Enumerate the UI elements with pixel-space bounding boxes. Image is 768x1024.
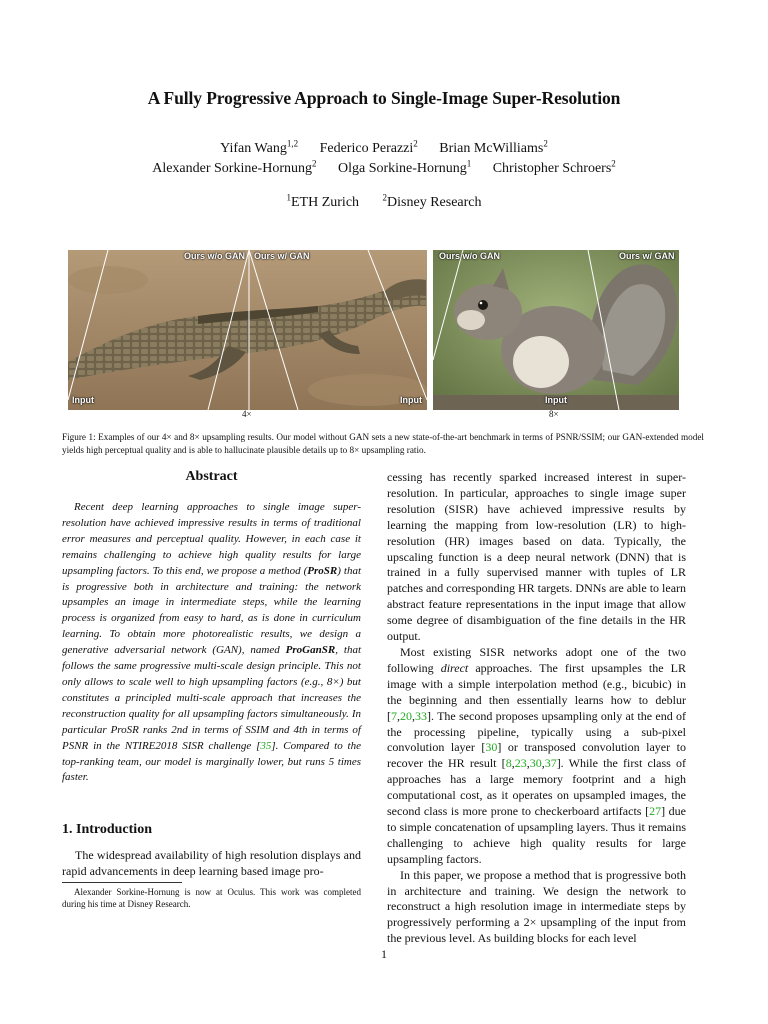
label-ours-w-gan: Ours w/ GAN bbox=[619, 251, 675, 261]
citation-link[interactable]: 20 bbox=[400, 708, 412, 723]
citation-link[interactable]: 8 bbox=[505, 756, 512, 771]
citation-link[interactable]: 7 bbox=[391, 708, 397, 723]
author: Brian McWilliams$^2$ bbox=[439, 138, 548, 156]
prosr-term: ProSR bbox=[307, 564, 338, 577]
crocodile-illustration bbox=[68, 250, 427, 410]
figure-caption: Figure 1: Examples of our 4× and 8× upsampling results. Our model without GAN sets a new state-of-the-art benchmark in terms of PSNR/SSIM; our GAN-extended model yields high perceptual quality and is able to hallucinate plausible details up to 8× upsampling ratio. bbox=[62, 432, 704, 455]
footnote-divider bbox=[62, 882, 182, 883]
author: Olga Sorkine-Hornung$^1$ bbox=[338, 158, 472, 176]
citation-link[interactable]: 23 bbox=[514, 756, 527, 771]
progansr-term: ProGanSR bbox=[285, 644, 336, 657]
label-input: Input bbox=[545, 395, 567, 405]
intro-heading: 1. Introduction bbox=[62, 822, 152, 837]
label-ours-wo-gan: Ours w/o GAN bbox=[439, 251, 501, 261]
citation-link[interactable]: 30 bbox=[485, 740, 498, 755]
intro-body: The widespread availability of high resolution displays and rapid advancements in deep learning based image pro- bbox=[62, 848, 361, 878]
page-number: 1 bbox=[381, 947, 387, 961]
right-column-body: cessing has recently sparked increased interest in super-resolution. In particular, approaches to single image super resolution (SISR) have achieved impressive results by learning the mapping from low-resolution (LR) to high-resolution (HR) images based on data. Typically, the upscaling function is a deep neural network (DNN) that is trained in a fully supervised manner with tuples of LR patches and corresponding HR targets. DNNs are able to learn abstract feature representations in the input image that allow some degree of disambiguation of the fine details in the HR output. Most existing SISR networks adopt one of the two following direct approaches. The first upsamples the LR image with a simple interpolation method (e.g., bicubic) in the beginning and then essentially learns how to deblur [7,20,33]. The second proposes upsampling only at the end of the processing pipeline, typically using a sub-pixel convolution layer [30] or transposed convolution layer to recover the HR result [8,23,30,37]. While the first class of approaches has a large memory footprint and a high computational cost, as it operates on upsampled images, the second class is more prone to checkerboard artifacts [27] due to simple concatenation of upsampling layers. Thus it remains challenging to achieve high quality results for large upsampling factors. In this paper, we propose a method that is progressive both in architecture and training. We design the network to reconstruct a high resolution image in intermediate steps by progressively performing a 2× upsampling of the input from the previous level. As building blocks for each level bbox=[387, 470, 687, 946]
citation-link[interactable]: 35 bbox=[260, 739, 272, 752]
citation-link[interactable]: 27 bbox=[649, 804, 662, 819]
affiliation: $^1$ETH Zurich bbox=[286, 192, 360, 210]
paper-title: A Fully Progressive Approach to Single-Image Super-Resolution bbox=[147, 88, 621, 108]
citation-link[interactable]: 37 bbox=[544, 756, 557, 771]
citation-link[interactable]: 33 bbox=[415, 708, 427, 723]
label-input: Input bbox=[72, 395, 94, 405]
author: Yifan Wang$^{1,2}$ bbox=[220, 138, 299, 156]
citation-link[interactable]: 30 bbox=[529, 756, 542, 771]
authors-line-1 bbox=[0, 138, 768, 157]
scale-label-right: 8× bbox=[549, 409, 559, 419]
author: Federico Perazzi$^2$ bbox=[319, 138, 418, 156]
squirrel-illustration bbox=[433, 250, 679, 410]
footnote: Alexander Sorkine-Hornung is now at Oculus. This work was completed during his time at Disney Research. bbox=[62, 887, 361, 909]
author: Christopher Schroers$^2$ bbox=[492, 158, 616, 176]
label-input: Input bbox=[400, 395, 422, 405]
abstract-body: Recent deep learning approaches to single image super-resolution have achieved impressive results in terms of traditional error measures and perceptual quality. However, in each case it remains challenging to achieve high quality results for large upsampling factors. To this end, we propose a method (ProSR) that is progressive both in architecture and training: the network upsamples an image in intermediate steps, while the learning process is organized from easy to hard, as is done in curriculum learning. To obtain more photorealistic results, we design a generative adversarial network (GAN), named ProGanSR, that follows the same progressive multi-scale design principle. This not only allows to scale well to high upsampling factors (e.g., 8×) but constitutes a principled multi-scale approach that increases the reconstruction quality for all upsampling factors simultaneously. In particular ProSR ranks 2nd in terms of SSIM and 4th in terms of PSNR in the NTIRE2018 SISR challenge [35]. Compared to the top-ranking team, our model is marginally lower, but runs 5 times faster. bbox=[62, 501, 362, 784]
label-ours-w-gan: Ours w/ GAN bbox=[254, 251, 310, 261]
author: Alexander Sorkine-Hornung$^2$ bbox=[152, 158, 317, 176]
abstract-heading: Abstract bbox=[185, 469, 238, 484]
authors-line-2 bbox=[0, 158, 768, 177]
affiliations bbox=[0, 192, 768, 211]
figure-squirrel-image bbox=[433, 250, 679, 410]
scale-label-left: 4× bbox=[242, 409, 252, 419]
figure-crocodile-image bbox=[68, 250, 427, 410]
label-ours-wo-gan: Ours w/o GAN bbox=[184, 251, 246, 261]
affiliation: $^2$Disney Research bbox=[382, 192, 482, 210]
